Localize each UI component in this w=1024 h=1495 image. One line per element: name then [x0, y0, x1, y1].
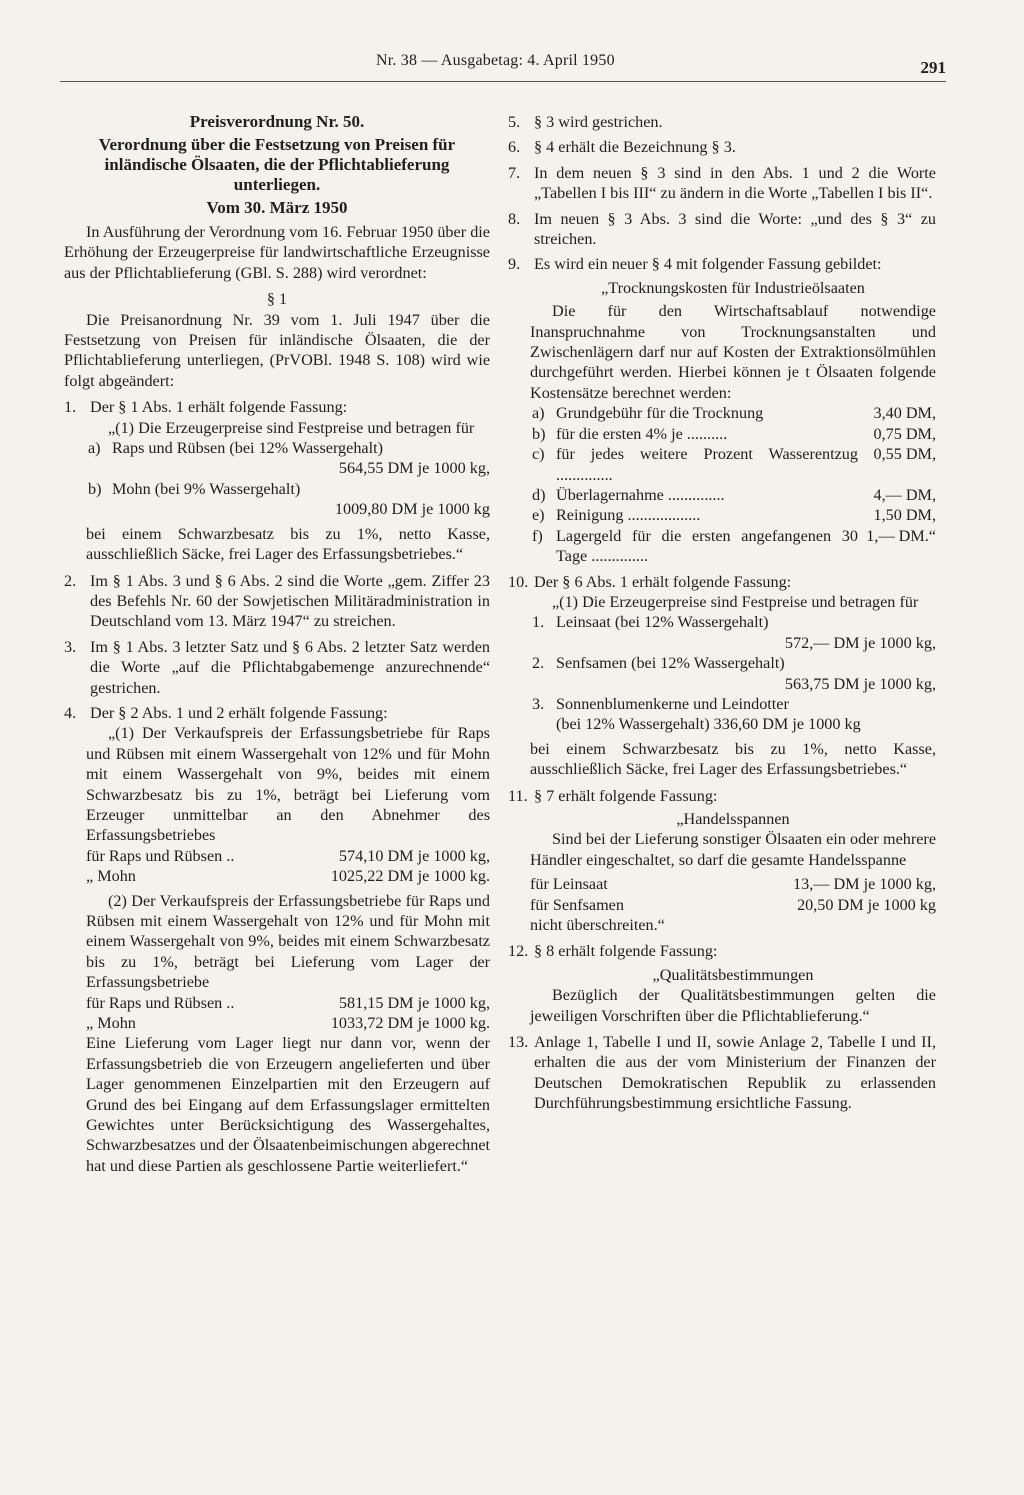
quote-text: Bezüglich der Qualitätsbestimmungen gelten die jeweiligen Vorschriften über die Pflichtablieferung.“	[530, 986, 936, 1025]
price-row-label: für Raps und Rübsen ..	[86, 846, 235, 865]
cost-label: a)	[532, 404, 545, 423]
price-row	[86, 866, 490, 886]
cost-row	[530, 403, 936, 423]
cost-amount: 3,40 DM,	[873, 404, 936, 423]
cost-label: e)	[532, 506, 545, 525]
quote-paragraph	[508, 809, 936, 935]
cost-description: Grundgebühr für die Trocknung	[556, 404, 764, 423]
quote-text: „(1) Der Verkaufspreis der Erfassungsbetriebe für Raps und Rübsen mit einem Wassergehalt von 12% und für Mohn mit einem Wassergehalt von 9%, beides mit einem Schwarzbesatz bis zu 1%, beträgt bei Lieferung vom Erzeuger unmittelbar an den Abnehmer des Erfassungsbetriebes	[86, 724, 490, 845]
list-item	[64, 571, 490, 632]
quote-paragraph	[508, 592, 936, 780]
cost-amount: 4,— DM,	[873, 485, 936, 504]
price-line: 572,— DM je 1000 kg,	[784, 633, 936, 652]
item-number: 4.	[64, 703, 77, 722]
list-item	[64, 397, 490, 417]
issue-line: Nr. 38 — Ausgabetag: 4. April 1950	[370, 52, 621, 70]
left-column	[64, 112, 490, 1176]
quote-tail: bei einem Schwarzbesatz bis zu 1%, netto Kasse, ausschließlich Säcke, frei Lager des Erfassungsbetriebes.“	[530, 739, 936, 779]
sub-item-text: Raps und Rübsen (bei 12% Wassergehalt)	[112, 439, 383, 458]
item-text: Der § 1 Abs. 1 erhält folgende Fassung:	[90, 398, 348, 417]
item-text: § 7 erhält folgende Fassung:	[534, 786, 718, 805]
item-text: Es wird ein neuer § 4 mit folgender Fassung gebildet:	[534, 255, 882, 274]
list-item	[508, 1032, 936, 1114]
price-line: 564,55 DM je 1000 kg,	[338, 459, 490, 478]
price-row-value: 1025,22 DM je 1000 kg.	[330, 867, 490, 886]
sub-item	[530, 612, 936, 632]
cost-description: Reinigung ..................	[556, 506, 701, 525]
quote-heading: „Trocknungskosten für Industrieölsaaten	[601, 278, 865, 297]
price-row-value: 581,15 DM je 1000 kg,	[338, 993, 490, 1012]
quote-paragraph	[64, 723, 490, 1176]
sub-item-label: 1.	[532, 613, 545, 632]
sub-item-text: Sonnenblumenkerne und Leindotter	[556, 694, 789, 713]
cost-list	[530, 403, 936, 566]
quote-paragraph	[508, 965, 936, 1026]
section-heading: § 1	[266, 290, 288, 309]
price-row-label: für Senfsamen	[530, 895, 624, 914]
item-text: Der § 6 Abs. 1 erhält folgende Fassung:	[534, 572, 792, 591]
price-row-label: „ Mohn	[86, 867, 136, 886]
cost-label: c)	[532, 445, 545, 464]
price-row-label: für Leinsaat	[530, 875, 608, 894]
item-text: § 3 wird gestrichen.	[534, 113, 663, 131]
price-row-value: 13,— DM je 1000 kg,	[793, 875, 936, 894]
price-row	[530, 874, 936, 894]
quote-text: „(1) Die Erzeugerpreise sind Festpreise und betragen für	[108, 418, 475, 437]
item-text: § 4 erhält die Bezeichnung § 3.	[534, 138, 736, 157]
item-number: 10.	[508, 572, 529, 591]
quote-text: „(1) Die Erzeugerpreise sind Festpreise und betragen für	[552, 592, 919, 611]
price-row-label: „ Mohn	[86, 1014, 136, 1033]
item-text: § 8 erhält folgende Fassung:	[534, 942, 718, 961]
list-item	[508, 254, 936, 274]
sub-item-text: Mohn (bei 9% Wassergehalt)	[112, 479, 301, 498]
quote-paragraph	[64, 418, 490, 565]
price-row-value: 1033,72 DM je 1000 kg.	[330, 1014, 490, 1033]
sub-item-label: b)	[88, 479, 102, 498]
section-paragraph: Die Preisanordnung Nr. 39 vom 1. Juli 1947 über die Festsetzung von Preisen für inländische Ölsaaten, die der Pflichtablieferung unterliegen, (PrVOBl. 1948 S. 108) wird wie folgt abgeändert:	[64, 310, 490, 390]
quote-heading: „Qualitätsbestimmungen	[652, 965, 814, 984]
list-item	[64, 637, 490, 698]
list-item	[508, 112, 936, 132]
cost-amount: 1,50 DM,	[873, 506, 936, 525]
item-text: Anlage 1, Tabelle I und II, sowie Anlage 2, Tabelle I und II, erhalten die aus der vom Ministerium der Finanzen der Deutschen Demokratischen Republik zu erlassenden Durchführungsbestimmung ersichtliche Fassung.	[534, 1033, 936, 1113]
page-header	[60, 50, 946, 84]
item-text: Im neuen § 3 Abs. 3 sind die Worte: „und des § 3“ zu streichen.	[534, 209, 936, 249]
title-ordinance-number: Preisverordnung Nr. 50.	[189, 112, 365, 131]
cost-row	[530, 485, 936, 505]
quote-heading: „Handelsspannen	[676, 810, 790, 828]
item-text: Im § 1 Abs. 3 und § 6 Abs. 2 sind die Worte „gem. Ziffer 23 des Befehls Nr. 60 der Sowjetischen Militäradministration in Deutschland vom 13. März 1947“ zu streichen.	[90, 571, 490, 631]
price-row-value: 574,10 DM je 1000 kg,	[338, 846, 490, 865]
item-number: 1.	[64, 398, 77, 417]
cost-label: b)	[532, 424, 546, 443]
cost-row	[530, 526, 936, 567]
list-item	[508, 163, 936, 204]
item-number: 12.	[508, 942, 529, 961]
quote-text: Sind bei der Lieferung sonstiger Ölsaaten ein oder mehrere Händler eingeschaltet, so darf die gesamte Handelsspanne	[530, 830, 936, 869]
sub-item-text: Senfsamen (bei 12% Wassergehalt)	[556, 654, 785, 673]
cost-description: Überlagernahme ..............	[556, 485, 725, 504]
list-item	[508, 209, 936, 250]
price-row-label: für Raps und Rübsen ..	[86, 993, 235, 1012]
price-row	[530, 895, 936, 915]
cost-description: für die ersten 4% je ..........	[556, 424, 728, 443]
price-row	[86, 1013, 490, 1033]
sub-item-continuation: (bei 12% Wassergehalt) 336,60 DM je 1000 kg	[556, 715, 861, 734]
item-number: 7.	[508, 163, 521, 182]
cost-amount: 0,75 DM,	[873, 424, 936, 443]
price-line: 1009,80 DM je 1000 kg	[334, 500, 490, 519]
sub-item-label: 2.	[532, 654, 545, 673]
cost-row	[530, 505, 936, 525]
item-number: 6.	[508, 138, 521, 157]
item-text: Der § 2 Abs. 1 und 2 erhält folgende Fassung:	[90, 703, 388, 722]
price-row	[86, 846, 490, 866]
cost-amount: 1,— DM.“	[866, 526, 936, 545]
cost-row	[530, 424, 936, 444]
page-number: 291	[915, 58, 947, 78]
item-text: In dem neuen § 3 sind in den Abs. 1 und 2 die Worte „Tabellen I bis III“ zu ändern in die Worte „Tabellen I bis II“.	[534, 163, 936, 203]
cost-label: f)	[532, 526, 543, 545]
quote-text: (2) Der Verkaufspreis der Erfassungsbetriebe für Raps und Rübsen mit einem Wassergehalt von 12% und für Mohn mit einem Wassergehalt von 9%, beides mit einem Schwarzbesatz bis zu 1%, beträgt bei Lieferung vom Lager der Erfassungsbetriebe	[86, 891, 490, 992]
header-rule	[60, 81, 946, 82]
quote-text: Die für den Wirtschaftsablauf notwendige Inanspruchnahme von Trocknungsanstalten und Zwischenlägern darf nur auf Kosten der Extraktionsölmühlen durchgeführt werden. Hierbei können je t Ölsaaten folgende Kostensätze berechnet werden:	[530, 302, 936, 402]
item-number: 3.	[64, 637, 77, 656]
list-item	[508, 137, 936, 157]
item-number: 9.	[508, 255, 521, 274]
quote-text: Eine Lieferung vom Lager liegt nur dann vor, wenn der Erfassungsbetrieb die von Erzeugern angelieferten und über Lager genommenen Einzelpartien mit den Erzeugern auf Grund des bei Eingang auf dem Erfassungslager ermittelten Gewichtes unter Berücksichtigung des Wassergehaltes, Schwarzbesatzes und der Ölsaatenbeimischungen abgerechnet hat und diese Partien als geschlossene Partie weiterliefert.“	[86, 1034, 490, 1175]
sub-item	[530, 694, 936, 714]
price-line: 563,75 DM je 1000 kg,	[784, 674, 936, 693]
item-number: 11.	[508, 786, 528, 805]
cost-description: für jedes weitere Prozent Wasserentzug ..............	[556, 445, 858, 484]
sub-item	[86, 438, 490, 458]
cost-amount: 0,55 DM,	[873, 445, 936, 464]
intro-paragraph: In Ausführung der Verordnung vom 16. Februar 1950 über die Erhöhung der Erzeugerpreise für landwirtschaftliche Erzeugnisse aus der Pflichtablieferung (GBl. S. 288) wird verordnet:	[64, 223, 490, 282]
right-column	[508, 112, 936, 1114]
sub-item	[530, 653, 936, 673]
quote-paragraph	[508, 278, 936, 567]
sub-item-label: a)	[88, 439, 101, 458]
list-item	[508, 572, 936, 592]
sub-item-label: 3.	[532, 694, 545, 713]
title-ordinance-subject: Verordnung über die Festsetzung von Preisen für inländische Ölsaaten, die der Pflichtablieferung unterliegen.	[98, 135, 456, 194]
quote-tail: bei einem Schwarzbesatz bis zu 1%, netto Kasse, ausschließlich Säcke, frei Lager des Erfassungsbetriebes.“	[86, 524, 490, 564]
item-text: Im § 1 Abs. 3 letzter Satz und § 6 Abs. 2 letzter Satz werden die Worte „auf die Pflichtabgabemenge anzurechnende“ gestrichen.	[90, 637, 490, 697]
cost-row	[530, 444, 936, 485]
price-row	[86, 993, 490, 1013]
item-number: 8.	[508, 209, 521, 228]
item-number: 13.	[508, 1033, 529, 1052]
item-number: 5.	[508, 113, 521, 131]
sub-item-text: Leinsaat (bei 12% Wassergehalt)	[556, 613, 769, 632]
list-item	[508, 786, 936, 806]
cost-description: Lagergeld für die ersten angefangenen 30 Tage ..............	[556, 526, 858, 566]
item-number: 2.	[64, 571, 77, 590]
sub-item	[86, 479, 490, 499]
title-date: Vom 30. März 1950	[206, 198, 348, 217]
price-row-value: 20,50 DM je 1000 kg	[797, 895, 936, 914]
list-item	[64, 703, 490, 723]
cost-label: d)	[532, 485, 546, 504]
list-item	[508, 941, 936, 961]
quote-tail: nicht überschreiten.“	[530, 916, 665, 935]
